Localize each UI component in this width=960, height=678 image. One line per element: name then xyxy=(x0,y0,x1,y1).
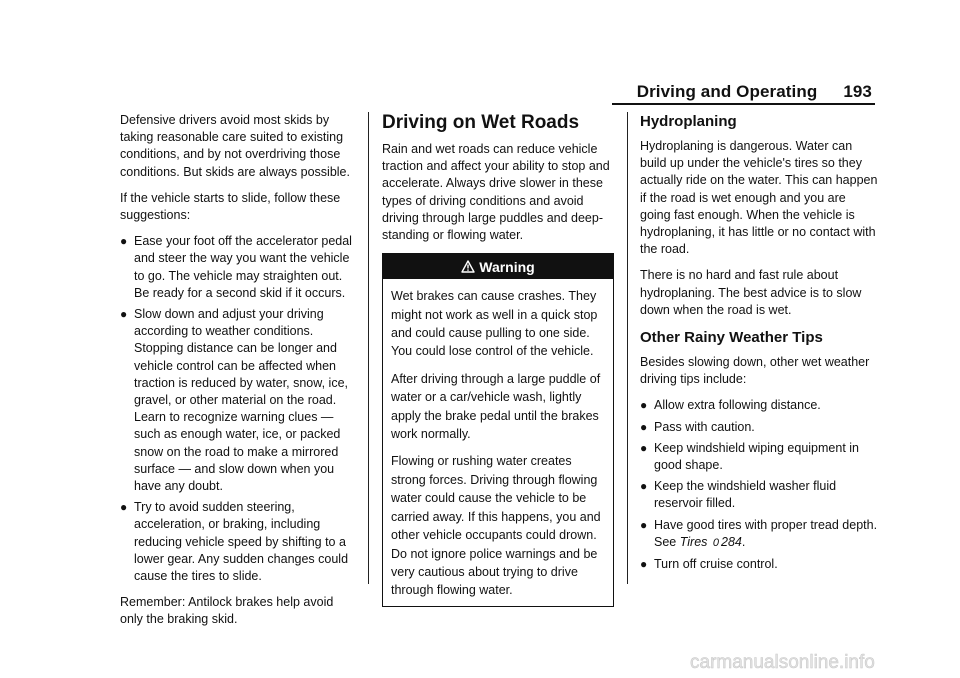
section-heading: Hydroplaning xyxy=(640,113,737,130)
warning-body xyxy=(383,279,613,606)
warning-header xyxy=(383,254,613,279)
list-item: ● Ease your foot off the accelerator pedal and steer the way you want the vehicle to go. The vehicle may straighten out. Be ready for a second skid if it occurs. xyxy=(120,234,352,300)
list-item: ● Have good tires with proper tread depth. See Tires 0 284. xyxy=(640,517,878,549)
column-wet-roads xyxy=(382,111,614,607)
paragraph: Hydroplaning is dangerous. Water can build up under the vehicle's tires so they actually ride on the water. This can happen if the road is wet enough and you are going fast enough. When the vehicle is hydroplaning, it has little or no contact with the road. xyxy=(640,139,878,257)
list-item: ● Allow extra following distance. xyxy=(640,397,878,414)
paragraph: Remember: Antilock brakes help avoid only the braking skid. xyxy=(120,595,334,627)
tires-cross-reference-link[interactable]: Tires 0 284 xyxy=(679,534,742,549)
page-number: 193 xyxy=(843,82,872,101)
page-ref-arrow-icon: 0 xyxy=(712,536,720,549)
bullet-icon: ● xyxy=(640,419,648,434)
column-skids xyxy=(120,112,356,638)
warning-title: Warning xyxy=(479,259,535,276)
bullet-icon: ● xyxy=(640,398,648,413)
section-heading: Driving on Wet Roads xyxy=(382,112,580,133)
list-item: ● Slow down and adjust your driving according to weather conditions. Stopping distance can be longer and vehicle control can be affected when traction is reduced by water, snow, ice, gravel, or other material on the road. Learn to recognize warning clues — such as enough water, ice, or packed snow on the road to make a mirrored surface — and slow down when you have any doubt. xyxy=(120,307,348,494)
bullet-icon: ● xyxy=(120,500,128,515)
list-item: ● Turn off cruise control. xyxy=(640,556,878,573)
paragraph: Rain and wet roads can reduce vehicle traction and affect your ability to stop and accelerate. Always drive slower in these types of driving conditions and avoid driving through large puddles and deep-standing or flowing water. xyxy=(382,142,610,243)
warning-paragraph: Wet brakes can cause crashes. They might not work as well in a quick stop and could cause pulling to one side. You could lose control of the vehicle. xyxy=(391,289,598,359)
ref-page: 284 xyxy=(721,534,742,549)
bullet-icon: ● xyxy=(640,479,648,494)
column-divider-left xyxy=(368,112,369,584)
list-item: ● Try to avoid sudden steering, acceleration, or braking, including reducing vehicle speed by shifting to a lower gear. Any sudden changes could cause the tires to slide. xyxy=(120,500,349,584)
section-heading: Other Rainy Weather Tips xyxy=(640,329,823,347)
section-title: Driving and Operating xyxy=(636,82,818,101)
paragraph: If the vehicle starts to slide, follow these suggestions: xyxy=(120,190,341,223)
warning-triangle-icon xyxy=(461,260,475,273)
bullet-icon: ● xyxy=(640,517,648,532)
paragraph: Defensive drivers avoid most skids by taking reasonable care suited to existing conditions, and by not overdriving those conditions. But skids are always possible. xyxy=(120,113,350,179)
list-item: ● Keep the windshield washer fluid reservoir filled. xyxy=(640,479,837,511)
watermark-text: carmanualsonline.info xyxy=(690,652,875,673)
warning-paragraph: Flowing or rushing water creates strong forces. Driving through flowing water could cause the vehicle to be carried away. If this happens, you and other vehicle occupants could drown. Do not ignore police warnings and be very cautious about trying to drive through flowing water. xyxy=(391,454,601,598)
header-rule xyxy=(612,103,875,105)
watermark xyxy=(690,650,952,674)
column-hydroplaning xyxy=(640,112,878,582)
list-item: ● Keep windshield wiping equipment in good shape. xyxy=(640,440,859,473)
bullet-list xyxy=(120,233,356,585)
warning-box xyxy=(382,253,614,607)
column-divider-right xyxy=(627,112,628,584)
bullet-icon: ● xyxy=(120,234,128,249)
warning-paragraph: After driving through a large puddle of water or a car/vehicle wash, lightly apply the brake pedal until the brakes work normally. xyxy=(391,371,601,442)
paragraph: There is no hard and fast rule about hydroplaning. The best advice is to slow down when the road is wet. xyxy=(640,268,862,317)
bullet-list xyxy=(640,397,878,573)
bullet-icon: ● xyxy=(640,557,648,572)
bullet-icon: ● xyxy=(640,440,648,455)
running-header xyxy=(637,82,872,102)
list-item: ● Pass with caution. xyxy=(640,419,878,436)
bullet-icon: ● xyxy=(120,307,128,322)
paragraph: Besides slowing down, other wet weather driving tips include: xyxy=(640,355,870,387)
